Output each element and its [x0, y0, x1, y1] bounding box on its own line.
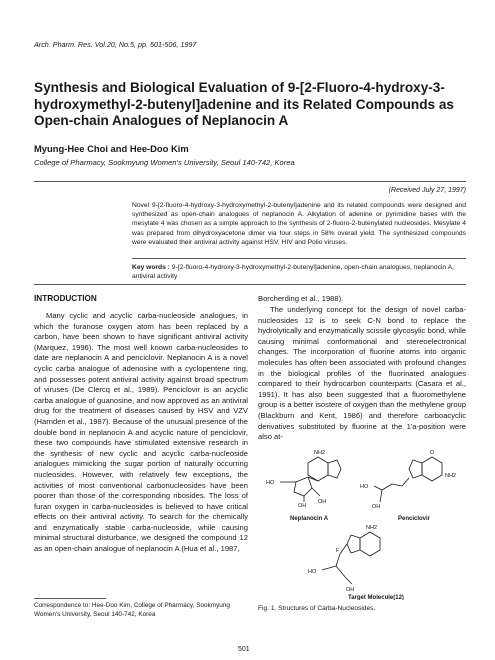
penciclovir-oh-label: OH [372, 504, 381, 510]
target-nh2-label: NH2 [366, 525, 378, 531]
correspondence-footnote: Correspondence to: Hee-Doo Kim, College of Pharmacy, Sookmyung Women's University, Seoul 140-742, Korea [34, 602, 230, 618]
journal-citation: Arch. Pharm. Res. Vol.20, No.5, pp. 501-506, 1997 [34, 40, 197, 49]
neplanocin-a-structure [280, 457, 341, 502]
penciclovir-ho-label: HO [360, 484, 369, 490]
keywords-line [132, 263, 466, 281]
affiliation: College of Pharmacy, Sookmyung Women's University, Seoul 140-742, Korea [34, 158, 295, 167]
author-list: Myung-Hee Choi and Hee-Doo Kim [34, 143, 189, 154]
paper-title: Synthesis and Biological Evaluation of 9-[2-Fluoro-4-hydroxy-3-hydroxymethyl-2-butenyl]adenine and its Related Compounds as Open-chain Analogues of Neplanocin A [34, 80, 454, 128]
target-f-label: F [336, 548, 340, 554]
abstract-divider [34, 284, 466, 285]
penciclovir-nh2-label: NH2 [445, 473, 457, 479]
figure-caption: Fig. 1. Structures of Carba-Nucleosides. [258, 605, 376, 612]
figure-carba-nucleoside-structures [256, 450, 470, 600]
target-ho-label: HO [308, 569, 317, 575]
abstract-text: Novel 9-[2-fluoro-4-hydroxy-3-hydroxymethyl-2-butenyl]adenine and its related compounds were designed and synthesized as open-chain analogues of neplanocin A. Alkylation of adenine or pyrimidine bases with the mesylate 4 was chosen as a simple approach to the synthesis of 2-fluoro-2-butenylated nucleosides. Mesylate 4 was prepared from dihydroxyacetone dimer via four steps in 58% overall yield. The synthesized compounds were evaluated their antiviral activity against HSV, HIV and Polio viruses. [132, 202, 466, 246]
keywords-text: 9-[2-fluoro-4-hydroxy-3-hydroxymethyl-2-butenyl]adenine, open-chain analogues, neplanocin A, antiviral activity [132, 264, 454, 281]
neplanocin-oh2-label: OH [318, 499, 327, 505]
keywords-divider [132, 258, 466, 259]
neplanocin-oh-label: OH [298, 503, 307, 509]
section-heading-introduction: INTRODUCTION [34, 294, 97, 303]
page-number: 501 [238, 646, 250, 653]
keywords-label: Key words : [132, 264, 170, 271]
penciclovir-structure [374, 457, 442, 502]
neplanocin-nh2-label: NH2 [314, 450, 326, 456]
neplanocin-a-label: Neplanocin A [290, 516, 329, 522]
penciclovir-o-label: O [430, 450, 435, 456]
target-molecule-structure [322, 532, 380, 584]
received-date: (Received July 27, 1997) [388, 187, 466, 194]
neplanocin-ho-label: HO [266, 480, 275, 486]
introduction-right-column: The underlying concept for the design of novel carba-nucleosides 12 is to seek C-N bond to replace the hydrolytically and enzymatically scissile glycosylic bond, while causing minimal conformational and stereoelectronical changes. The incorporation of fluorine atoms into organic molecules has often been associated with profound changes in the biological profiles of the fluorinated analogues compared to their hydrocarbon counterparts (Casara et al., 1991). It has also been suggested that a fluoromethylene group is a better isostere of oxygen than the methylene group (Blackburn and Kent, 1986) and therefore carboacyclic derivatives substituted by fluorine at the 1'a-position were also at- [258, 305, 466, 442]
header-divider [34, 181, 466, 182]
target-molecule-label: Target Molecule(12) [348, 595, 404, 600]
penciclovir-label: Penciclovir [398, 516, 431, 522]
target-oh-label: OH [346, 587, 355, 593]
introduction-left-column: Many cyclic and acyclic carba-nucleoside analogues, in which the furanose oxygen atom has been replaced by a carbon, have been shown to have significant antiviral activity (Marquez, 1996). The most well known carba-nucleosides to date are neplanocin A and penciclovir. Neplanocin A is a novel cyclic carba analogue of adenosine with a cyclopentene ring, and possesses potent antiviral activity against broad spectrum of viruses (De Clercq et al., 1989). Penciclovir is an acyclic carba analogue of guanosine, and now approved as an antiviral drug for the treatment of diseases caused by HSV and VZV (Harnden et al., 1987). Because of the unusual presence of the double bond in neplanocin A and acyclic nature of penciclovir, these two compounds have stimulated extensive research in the synthesis of new cyclic and acyclic carba-nucleoside analogues mimicking the sugar portion of naturally occurring nucleosides. However, with relatively few exceptions, the activities of most conventional carbonucleosides have been poorer than those of the corresponding ribosides. The loss of furan oxygen in carba-nucleosides is believed to have critical effects on their antiviral activity. To search for the chemically and enzymatically stable carba-nucleoside, while causing minimal structural disturbance, we designed the compound 12 as an open-chain analogue of neplanocin A (Hua et al., 1987, [34, 311, 248, 554]
introduction-right-column-top: Borcherding et al., 1988). [258, 294, 344, 303]
footnote-divider [34, 598, 106, 599]
